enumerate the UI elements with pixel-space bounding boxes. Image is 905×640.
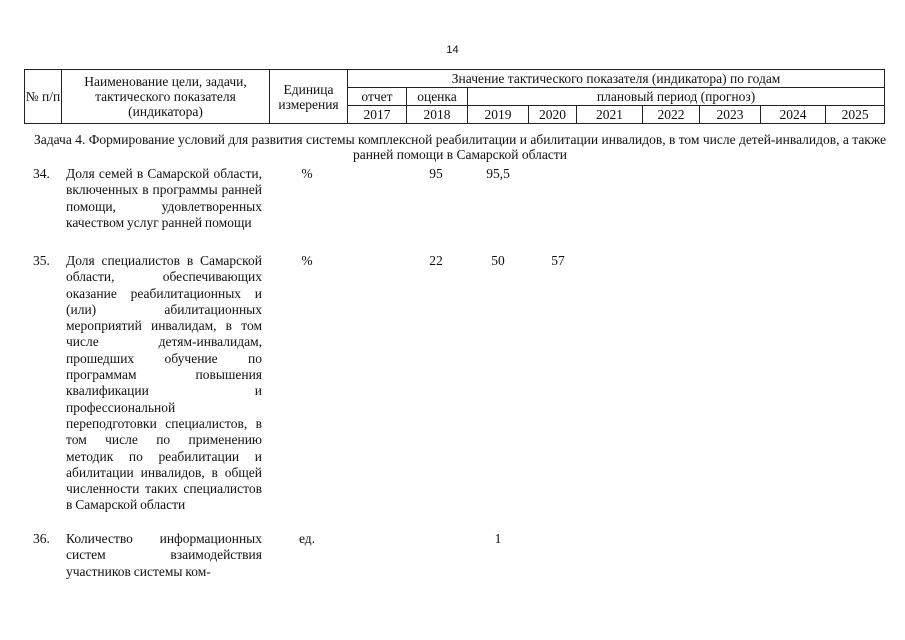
row-unit: ед. bbox=[298, 531, 316, 546]
year-2020: 2020 bbox=[529, 106, 577, 124]
year-2018: 2018 bbox=[407, 106, 468, 124]
value-2020: 57 bbox=[551, 253, 565, 268]
year-2025: 2025 bbox=[826, 106, 885, 124]
row-name: Доля специалистов в Самарской области, обеспечивающих оказание реабилитационных и (или) абилитационных мероприятий инвалидам, в том числе детям-инвалидам, прошедших обучение по программам повышения квалификации и профессиональной переподготовки специалистов, в том числе по применению методик по реабилитации и абилитации инвалидов, в общей численности таких специалистов в Самарской области bbox=[66, 253, 262, 513]
value-2018: 95 bbox=[429, 166, 443, 181]
row-unit: % bbox=[301, 166, 313, 181]
value-2018: 22 bbox=[429, 253, 443, 268]
indicator-table-header bbox=[24, 69, 885, 124]
row-name: Количество информационных систем взаимодействия участников системы ком- bbox=[66, 531, 262, 579]
row-name: Доля семей в Самарской области, включенных в программы ранней помощи, удовлетворенных качеством услуг ранней помощи bbox=[66, 166, 262, 230]
year-2021: 2021 bbox=[577, 106, 643, 124]
header-values: Значение тактического показателя (индикатора) по годам bbox=[348, 70, 885, 88]
row-number: 34. bbox=[33, 166, 50, 181]
header-estimate: оценка bbox=[407, 88, 468, 106]
row-number: 36. bbox=[33, 531, 50, 546]
year-2023: 2023 bbox=[700, 106, 761, 124]
year-2017: 2017 bbox=[348, 106, 407, 124]
row-number: 35. bbox=[33, 253, 50, 268]
value-2019: 50 bbox=[491, 253, 505, 268]
value-2019: 1 bbox=[494, 531, 502, 546]
task-title: Задача 4. Формирование условий для развития системы комплексной реабилитации и абилитации инвалидов, в том числе детей-инвалидов, а также ранней помощи в Самарской области bbox=[33, 132, 887, 162]
header-unit: Единица измерения bbox=[270, 70, 348, 124]
header-name: Наименование цели, задачи, тактического показателя (индикатора) bbox=[62, 70, 270, 124]
value-2019: 95,5 bbox=[486, 166, 510, 181]
header-report: отчет bbox=[348, 88, 407, 106]
row-unit: % bbox=[301, 253, 313, 268]
year-2019: 2019 bbox=[468, 106, 529, 124]
year-2022: 2022 bbox=[643, 106, 700, 124]
header-num: № п/п bbox=[25, 70, 62, 124]
header-plan: плановый период (прогноз) bbox=[468, 88, 885, 106]
year-2024: 2024 bbox=[761, 106, 826, 124]
page-number: 14 bbox=[446, 44, 459, 56]
